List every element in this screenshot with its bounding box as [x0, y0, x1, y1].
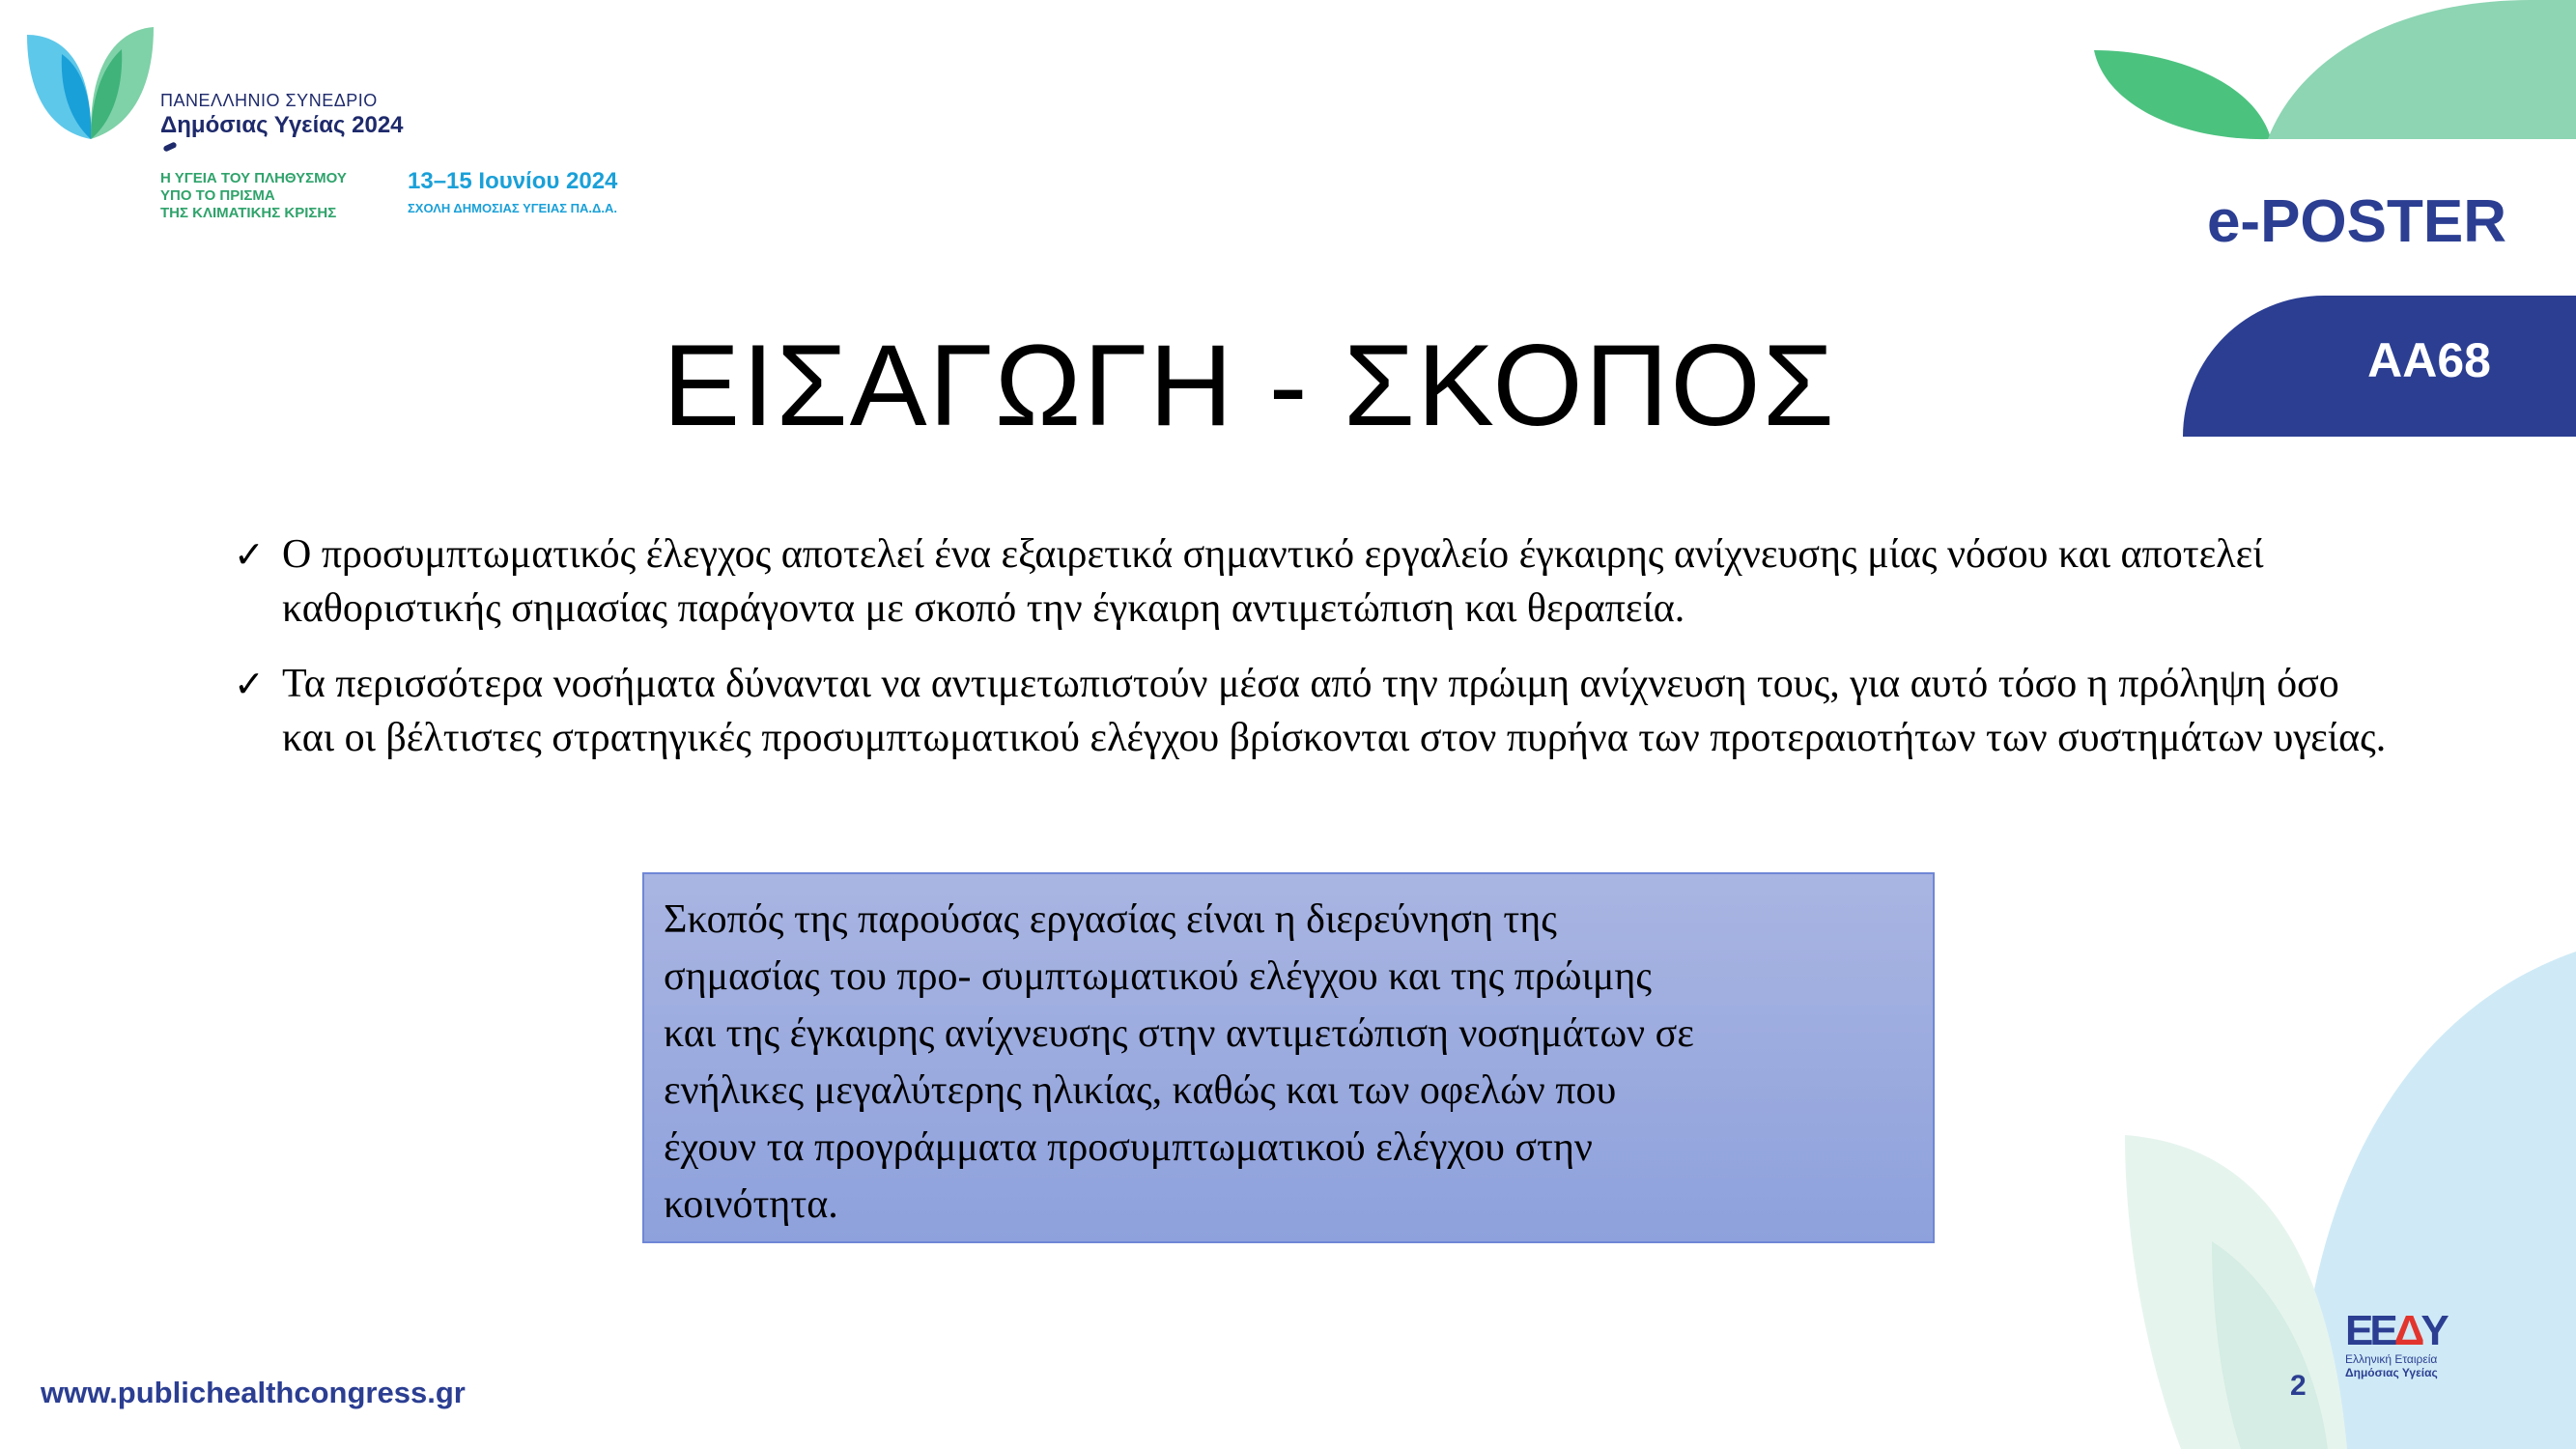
logo-date: 13–15 Ιουνίου 2024: [408, 168, 618, 194]
logo-theme-line: ΤΗΣ ΚΛΙΜΑΤΙΚΗΣ ΚΡΙΣΗΣ: [160, 205, 337, 221]
page-number: 2: [2290, 1370, 2307, 1402]
logo-theme: [160, 170, 347, 222]
logo-theme-line: ΥΠΟ ΤΟ ΠΡΙΣΜΑ: [160, 187, 275, 204]
society-logo-mark: [2345, 1307, 2461, 1354]
society-name-line1: Ελληνική Εταιρεία: [2345, 1352, 2438, 1366]
slide-title-text: ΕΙΣΑΓΩΓΗ - ΣΚΟΠΟΣ: [663, 321, 1836, 450]
aim-text: Σκοπός της παρούσας εργασίας είναι η διερεύνηση της σημασίας του προ- συμπτωματικού ελέγχου και της πρώιμης και της έγκαιρης ανίχνευσης στην αντιμετώπιση νοσημάτων σε ενήλικες μεγαλύτερης ηλικίας, καθώς και των οφελών που έχουν τα προγράμματα προσυμπτωματικού ελέγχου στην κοινότητα.: [664, 897, 1694, 1227]
society-logo-mark-a: ΕΕ: [2345, 1307, 2394, 1354]
leaf-logo-icon: [25, 25, 156, 146]
eposter-label: e-POSTER: [2206, 188, 2506, 255]
logo-school: ΣΧΟΛΗ ΔΗΜΟΣΙΑΣ ΥΓΕΙΑΣ ΠΑ.Δ.Α.: [408, 201, 617, 215]
conference-logo: [25, 25, 663, 238]
bullet-item: [234, 527, 2397, 636]
logo-congress-label: ΠΑΝΕΛΛΗΝΙΟ ΣΥΝΕΔΡΙΟ: [160, 91, 378, 110]
bullet-text: Ο προσυμπτωματικός έλεγχος αποτελεί ένα εξαιρετικά σημαντικό εργαλείο έγκαιρης ανίχνευσης μίας νόσου και αποτελεί καθοριστικής σημασίας παράγοντα με σκοπό την έγκαιρη αντιμετώπιση και θεραπεία.: [282, 532, 2264, 631]
bullet-text: Τα περισσότερα νοσήματα δύνανται να αντιμετωπιστούν μέσα από την πρώιμη ανίχνευση τους, για αυτό τόσο η πρόληψη όσο και οι βέλτιστες στρατηγικές προσυμπτωματικού ελέγχου βρίσκονται στον πυρήνα των προτεραιοτήτων των συστημάτων υγείας.: [282, 662, 2387, 760]
leaf-green-dark: [2094, 50, 2270, 139]
logo-congress-name: Δημόσιας Υγείας 2024: [160, 112, 404, 138]
bullet-list: [234, 527, 2397, 786]
society-logo: [2345, 1307, 2461, 1387]
logo-theme-line: Η ΥΓΕΙΑ ΤΟΥ ΠΛΗΘΥΣΜΟΥ: [160, 170, 347, 186]
checkmark-icon: ✓: [234, 533, 265, 576]
society-name-line2: Δημόσιας Υγείας: [2345, 1366, 2438, 1379]
bullet-item: [234, 657, 2397, 765]
society-logo-mark-c: Υ: [2420, 1307, 2446, 1354]
leaf-green-light: [2268, 0, 2576, 139]
society-logo-mark-b: Δ: [2393, 1307, 2421, 1354]
checkmark-icon: ✓: [234, 663, 265, 705]
footer-url: www.publichealthcongress.gr: [41, 1376, 466, 1409]
poster-code: AA68: [2367, 333, 2491, 387]
slide-title: [0, 319, 2576, 452]
logo-dash-mark: [162, 141, 177, 152]
aim-box: [642, 872, 1935, 1243]
